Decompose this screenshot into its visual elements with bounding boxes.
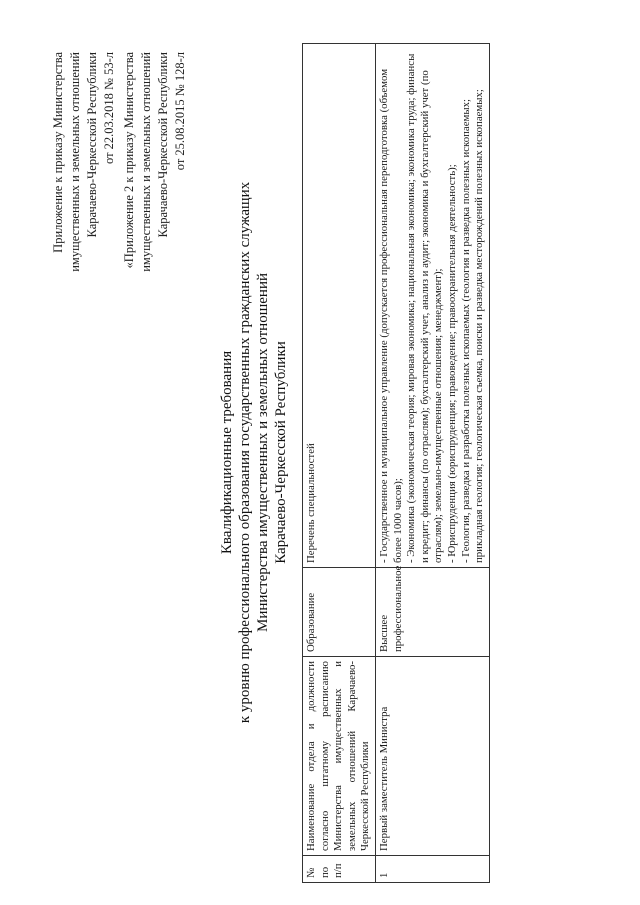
appendix-line: Карачаево-Черкесской Республики <box>156 52 170 238</box>
header-education: Образование <box>303 568 376 657</box>
appendix-stamp <box>50 52 189 322</box>
row-position: Первый заместитель Министра <box>375 657 489 856</box>
row-number: 1 <box>375 856 489 883</box>
header-specialties: Перечень специальностей <box>303 44 376 568</box>
title-line: Министерства имущественных и земельных отношений <box>255 273 271 633</box>
title-line: Карачаево-Черкесской Республики <box>273 341 289 564</box>
table-row <box>375 44 489 883</box>
row-specialties <box>375 44 489 568</box>
appendix-line: Карачаево-Черкесской Республики <box>85 52 99 238</box>
title-line: Квалификационные требования <box>219 350 235 555</box>
specialty-item: - Государственное и муниципальное управление (допускается профессиональная переподготовка (объемом более 1000 часов); <box>377 68 404 563</box>
appendix-line: имущественных и земельных отношений <box>139 52 153 272</box>
appendix-line: от 25.08.2015 № 128-л <box>173 52 187 171</box>
appendix-line: Приложение к приказу Министерства <box>51 52 65 253</box>
specialty-item: - Экономика (экономическая теория; мировая экономика; национальная экономика; экономика труда; финансы и кредит; финансы (по отраслям); бухгалтерский учет, анализ и аудит; экономика и бухгалтерский учет (по отраслям); земельно-имущественные отношения; менеджмент); <box>405 53 445 563</box>
appendix-line: от 22.03.2018 № 53-л <box>102 52 116 164</box>
specialty-item: - Геология, разведка и разработка полезных ископаемых (геология и разведка полезных ископаемых; прикладная геология; геологическая съемка, поиски и разведка месторождений полезных ископаемых; <box>459 89 486 563</box>
row-education: Высшее профессиональное <box>375 568 489 657</box>
document-title <box>218 150 290 755</box>
appendix-line: имущественных и земельных отношений <box>68 52 82 272</box>
appendix-line: «Приложение 2 к приказу Министерства <box>122 52 136 269</box>
header-position: Наименование отдела и должности согласно штатному расписанию Министерства имущественных и земельных отношений Карачаево-Черкесской Республики <box>303 657 376 856</box>
title-line: к уровню профессионального образования государственных гражданских служащих <box>237 181 253 724</box>
requirements-table <box>302 43 490 883</box>
table-header-row <box>303 44 376 883</box>
specialty-item: - Юриспруденция (юриспруденция; правоведение; правоохранительная деятельность); <box>445 164 458 563</box>
header-number: № по п/п <box>303 856 376 883</box>
